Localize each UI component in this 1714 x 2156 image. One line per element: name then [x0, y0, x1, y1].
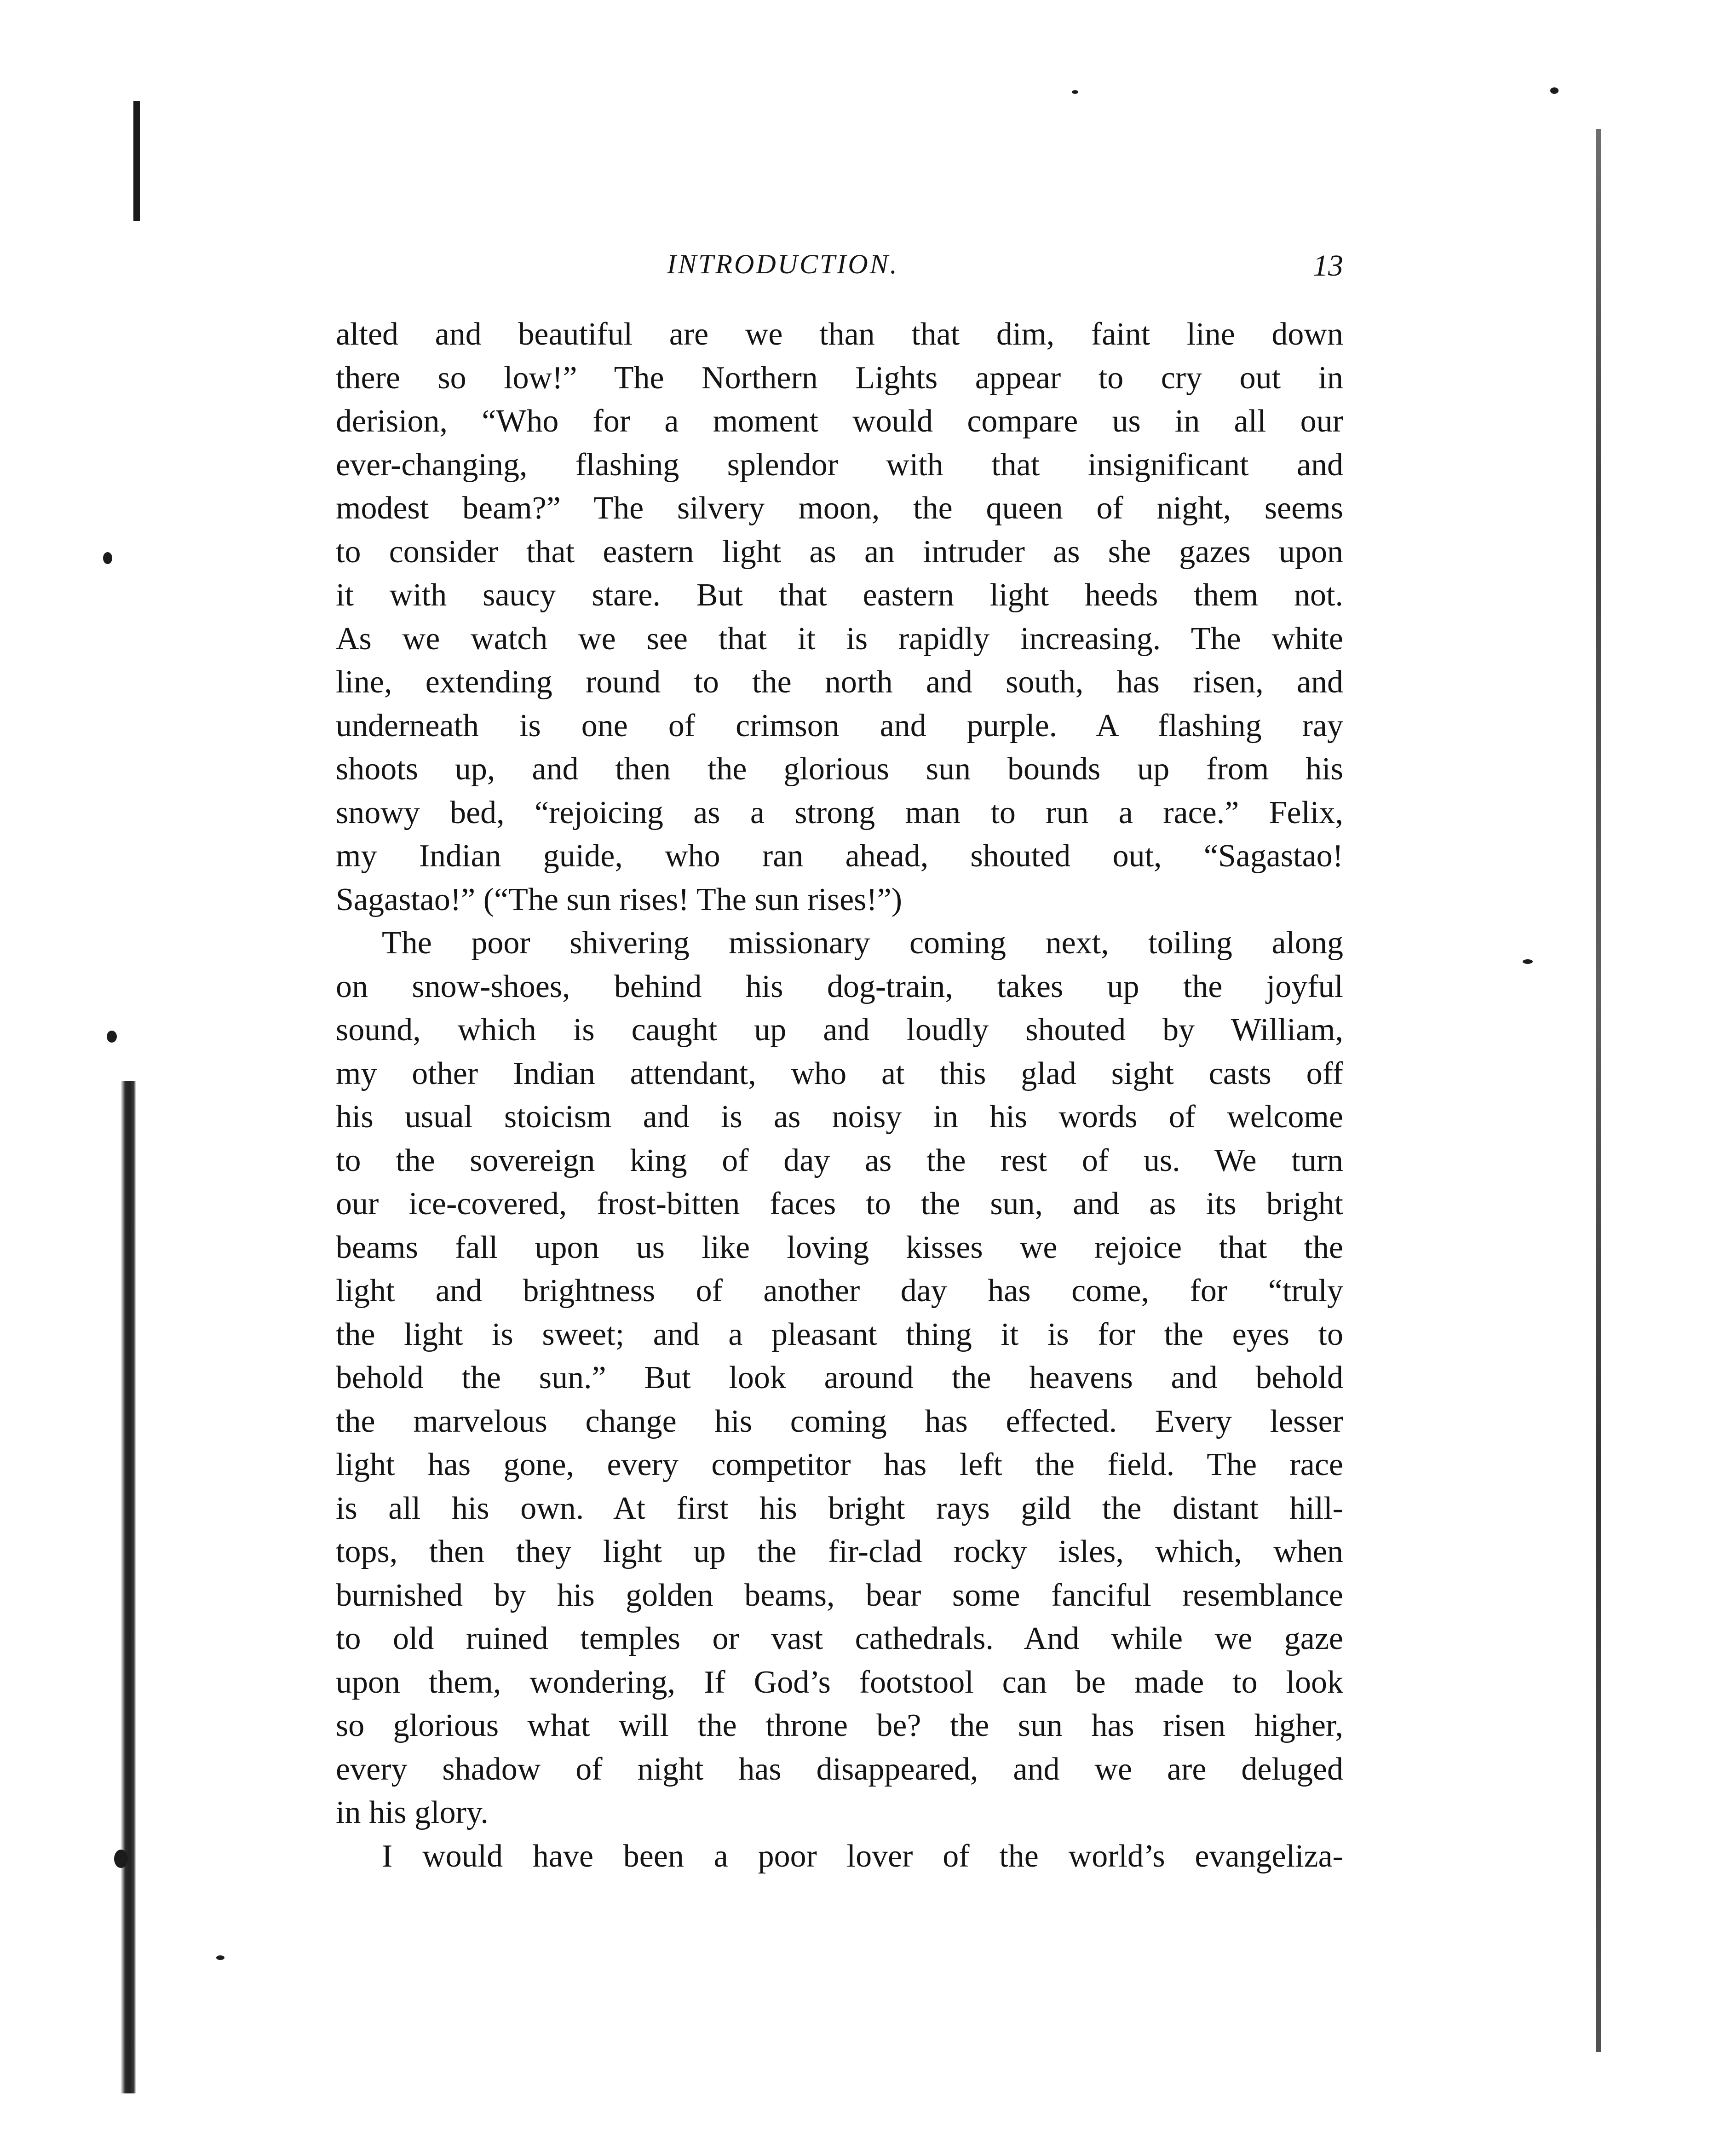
text-line: it with saucy stare. But that eastern light heeds them not. [336, 577, 1343, 613]
text-line: our ice-covered, frost-bitten faces to the sun, and as its bright [336, 1186, 1343, 1222]
text-line: his usual stoicism and is as noisy in his words of welcome [336, 1099, 1343, 1135]
text-line: light and brightness of another day has come, for “truly [336, 1273, 1343, 1309]
ink-speck [1072, 90, 1078, 94]
body-text [336, 313, 1343, 1878]
ink-speck [107, 1031, 117, 1043]
text-line: tops, then they light up the fir-clad rocky isles, which, when [336, 1534, 1343, 1569]
text-line: the light is sweet; and a pleasant thing it is for the eyes to [336, 1316, 1343, 1352]
text-line: alted and beautiful are we than that dim, faint line down [336, 317, 1343, 352]
paragraph-start-line: The poor shivering missionary coming next, toiling along [382, 925, 1343, 961]
text-line: sound, which is caught up and loudly shouted by William, [336, 1012, 1343, 1048]
ink-speck [1523, 959, 1533, 964]
text-line: my Indian guide, who ran ahead, shouted out, “Sagastao! [336, 838, 1343, 874]
text-line: line, extending round to the north and south, has risen, and [336, 664, 1343, 700]
text-line: upon them, wondering, If God’s footstool can be made to look [336, 1664, 1343, 1700]
binding-shadow-top [133, 101, 140, 221]
text-line: so glorious what will the throne be? the sun has risen higher, [336, 1708, 1343, 1743]
page-number: 13 [1313, 249, 1343, 282]
text-line: shoots up, and then the glorious sun bounds up from his [336, 751, 1343, 787]
text-line: to old ruined temples or vast cathedrals. And while we gaze [336, 1621, 1343, 1656]
ink-speck [216, 1955, 224, 1960]
text-line: ever-changing, flashing splendor with that insignificant and [336, 447, 1343, 483]
text-line: modest beam?” The silvery moon, the queen of night, seems [336, 490, 1343, 526]
text-line: As we watch we see that it is rapidly increasing. The white [336, 621, 1343, 657]
running-title: INTRODUCTION. [667, 249, 899, 279]
ink-speck [1550, 87, 1559, 94]
text-line: my other Indian attendant, who at this glad sight casts off [336, 1055, 1343, 1091]
text-line: on snow-shoes, behind his dog-train, takes up the joyful [336, 968, 1343, 1004]
text-line: the marvelous change his coming has effected. Every lesser [336, 1403, 1343, 1439]
text-line: light has gone, every competitor has left the field. The race [336, 1447, 1343, 1482]
text-line: behold the sun.” But look around the heavens and behold [336, 1360, 1343, 1395]
text-line: there so low!” The Northern Lights appear to cry out in [336, 360, 1343, 396]
text-line: beams fall upon us like loving kisses we rejoice that the [336, 1229, 1343, 1265]
running-head [336, 248, 1343, 290]
paragraph-start-line: I would have been a poor lover of the world’s evangeliza- [382, 1838, 1343, 1874]
ink-speck [114, 1850, 128, 1868]
text-line: derision, “Who for a moment would compare us in all our [336, 404, 1343, 439]
text-line: burnished by his golden beams, bear some fanciful resemblance [336, 1577, 1343, 1613]
text-line: Sagastao!” (“The sun rises! The sun rises!”) [336, 882, 903, 917]
binding-shadow-left [121, 1081, 136, 2093]
text-line: is all his own. At first his bright rays gild the distant hill- [336, 1490, 1343, 1526]
text-line: every shadow of night has disappeared, and we are deluged [336, 1751, 1343, 1787]
text-line: to consider that eastern light as an intruder as she gazes upon [336, 534, 1343, 570]
text-line: underneath is one of crimson and purple. A flashing ray [336, 708, 1343, 744]
text-line: in his glory. [336, 1795, 489, 1830]
text-line: snowy bed, “rejoicing as a strong man to run a race.” Felix, [336, 795, 1343, 830]
ink-speck [103, 552, 112, 564]
page-edge-right [1596, 129, 1601, 2052]
text-line: to the sovereign king of day as the rest of us. We turn [336, 1142, 1343, 1178]
